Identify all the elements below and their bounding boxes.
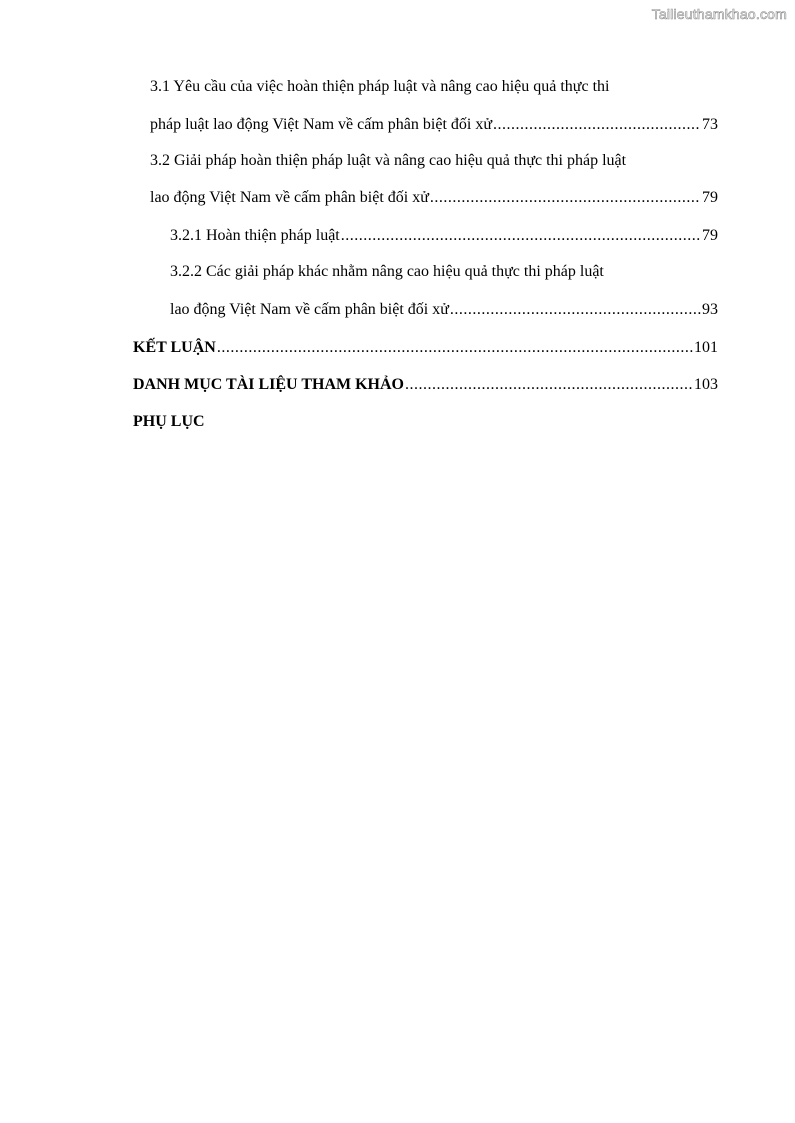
toc-entry-3-2-line-2[interactable] (150, 186, 718, 210)
toc-entry-title: lao động Việt Nam về cấm phân biệt đối xử (150, 189, 429, 206)
toc-entry-3-2-2-line-2[interactable] (170, 298, 718, 322)
toc-leader-dots (450, 298, 701, 322)
toc-leader-dots (217, 336, 693, 360)
toc-entry-conclusion[interactable] (133, 336, 718, 360)
toc-entry-3-2-line-1: 3.2 Giải pháp hoàn thiện pháp luật và nâng cao hiệu quả thực thi pháp luật (150, 152, 627, 169)
toc-page-number: 73 (702, 116, 718, 133)
toc-entry-appendix[interactable]: PHỤ LỤC (133, 413, 205, 430)
toc-leader-dots (341, 224, 701, 248)
toc-leader-dots (405, 373, 693, 397)
toc-page-number: 79 (702, 189, 718, 206)
toc-entry-title: pháp luật lao động Việt Nam về cấm phân biệt đối xử (150, 116, 492, 133)
toc-entry-title: DANH MỤC TÀI LIỆU THAM KHẢO (133, 376, 404, 393)
toc-entry-references[interactable] (133, 373, 718, 397)
toc-entry-3-1-line-1: 3.1 Yêu cầu của việc hoàn thiện pháp luật và nâng cao hiệu quả thực thi (150, 78, 610, 95)
toc-entry-title: KẾT LUẬN (133, 339, 216, 356)
toc-leader-dots (493, 113, 701, 137)
toc-page-number: 103 (694, 376, 718, 393)
toc-entry-3-2-1[interactable] (170, 224, 718, 248)
toc-entry-3-1-line-2[interactable] (150, 113, 718, 137)
toc-page-number: 79 (702, 227, 718, 244)
watermark-text: Tailieuthamkhao.com (651, 6, 787, 22)
toc-leader-dots (430, 186, 701, 210)
toc-page-number: 93 (702, 301, 718, 318)
toc-entry-title: 3.2.1 Hoàn thiện pháp luật (170, 227, 340, 244)
toc-entry-3-2-2-line-1: 3.2.2 Các giải pháp khác nhằm nâng cao hiệu quả thực thi pháp luật (170, 263, 604, 280)
toc-entry-title: lao động Việt Nam về cấm phân biệt đối xử (170, 301, 449, 318)
toc-page-number: 101 (694, 339, 718, 356)
